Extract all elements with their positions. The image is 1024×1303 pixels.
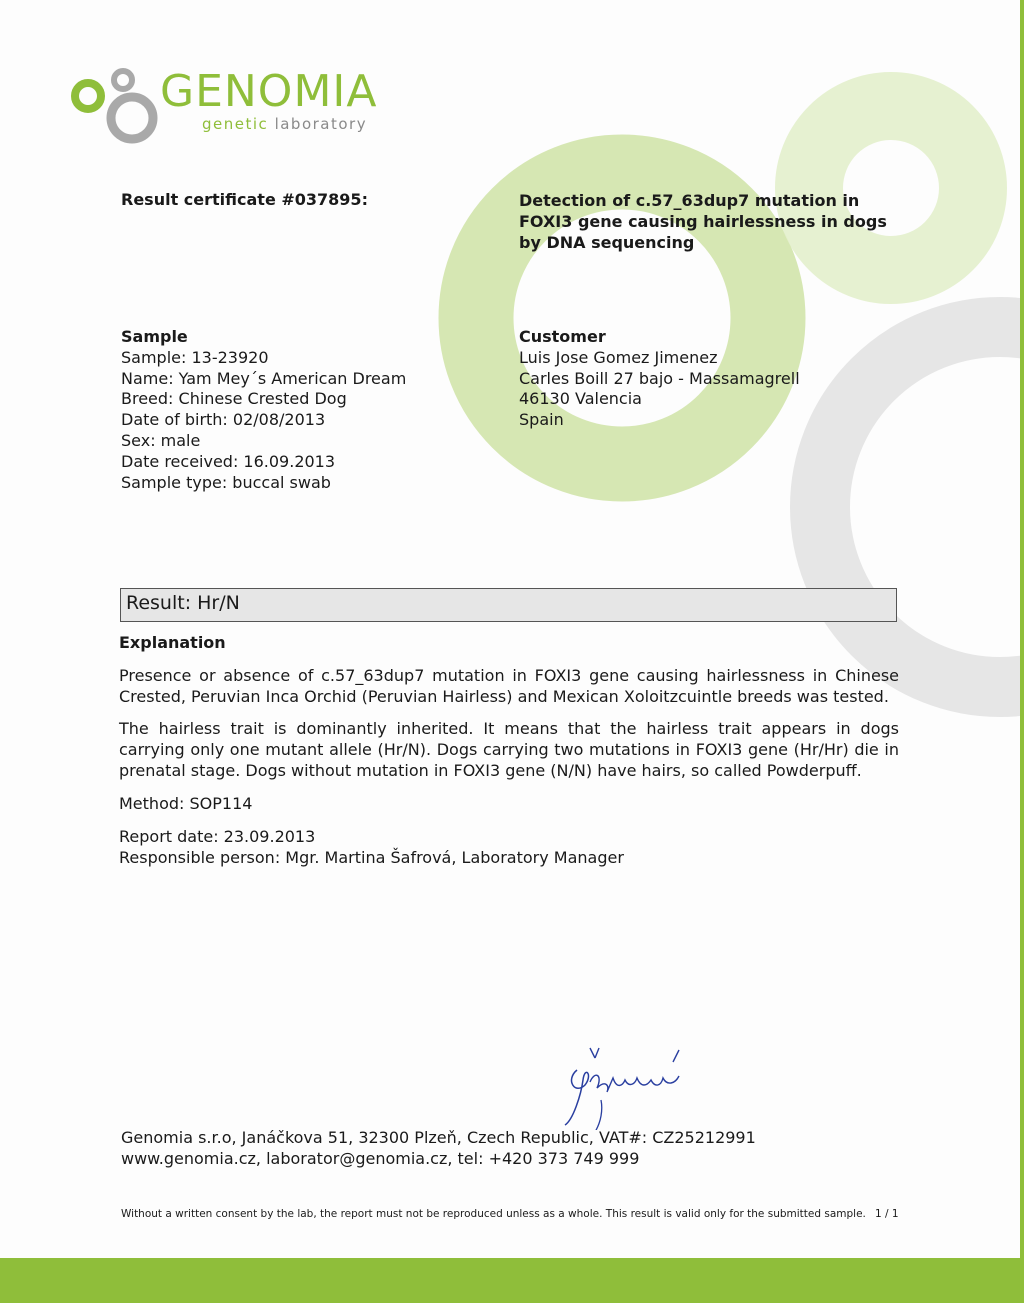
explanation-heading: Explanation [119,633,226,652]
report-date: Report date: 23.09.2013 [119,827,316,846]
logo-wordmark: GENOMIA [160,66,378,117]
result-box: Result: Hr/N [120,588,897,622]
sample-line: Sample type: buccal swab [121,472,331,492]
test-title: Detection of c.57_63dup7 mutation in FOXI3 gene causing hairlessness in dogs by DNA sequencing [519,191,887,252]
page-number: 1 / 1 [875,1208,899,1220]
sample-block [121,327,406,493]
handwritten-signature [555,1040,695,1130]
responsible-person: Responsible person: Mgr. Martina Šafrová, Laboratory Manager [119,848,624,867]
explanation-paragraph-1: Presence or absence of c.57_63dup7 mutation in FOXI3 gene causing hairlessness in Chinese Crested, Peruvian Inca Orchid (Peruvian Hairless) and Mexican Xoloitzcuintle breeds was tested. [119,666,899,706]
logo-subtitle: genetic laboratory [202,115,368,133]
customer-heading: Customer [519,327,606,346]
footer-line-1: Genomia s.r.o, Janáčkova 51, 32300 Plzeň, Czech Republic, VAT#: CZ25212991 [121,1128,756,1147]
customer-line: 46130 Valencia [519,389,642,409]
gray-ring [820,327,1024,687]
sample-heading: Sample [121,327,188,346]
footer-address [121,1127,756,1169]
footer-line-2: www.genomia.cz, laborator@genomia.cz, tel: +420 373 749 999 [121,1149,640,1168]
customer-line: Carles Boill 27 bajo - Massamagrell [519,368,800,388]
customer-block [519,327,800,431]
sample-line: Sample: 13-23920 [121,347,269,367]
sample-line: Date received: 16.09.2013 [121,451,336,471]
sample-line: Sex: male [121,430,201,450]
method: Method: SOP114 [119,794,253,813]
disclaimer: Without a written consent by the lab, the report must not be reproduced unless as a whole. This result is valid only for the submitted sample. [121,1208,866,1220]
certificate-title: Result certificate #037895: [121,190,368,209]
explanation-paragraph-2: The hairless trait is dominantly inherited. It means that the hairless trait appears in dogs carrying only one mutant allele (Hr/N). Dogs carrying two mutations in FOXI3 gene (Hr/Hr) die in prenatal stage. Dogs without mutation in FOXI3 gene (N/N) have hairs, so called Powderpuff. [119,719,899,780]
sample-line: Date of birth: 02/08/2013 [121,410,326,430]
sample-line: Name: Yam Mey´s American Dream [121,368,407,388]
bottom-green-bar [0,1258,1024,1303]
customer-line: Luis Jose Gomez Jimenez [519,347,718,367]
sample-line: Breed: Chinese Crested Dog [121,389,347,409]
customer-line: Spain [519,410,564,430]
genomia-logo-icon [68,66,163,146]
right-green-edge [1020,0,1024,1303]
